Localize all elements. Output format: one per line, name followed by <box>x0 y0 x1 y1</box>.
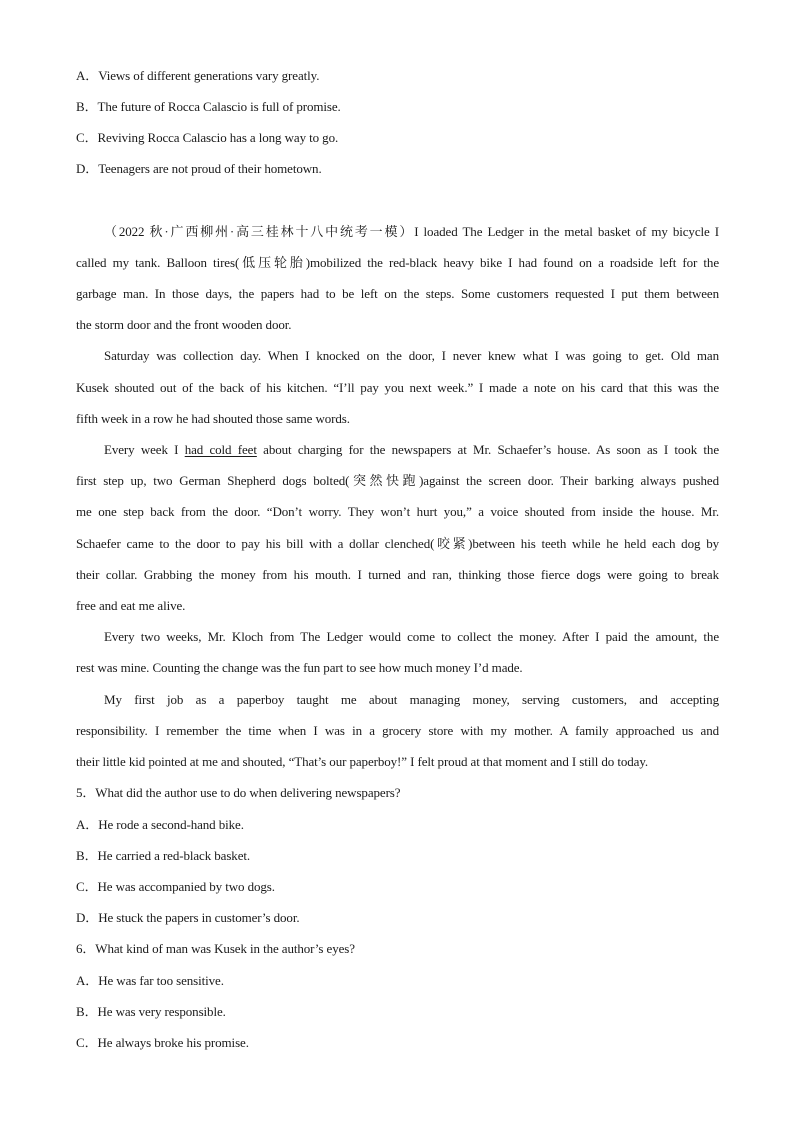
option-text: Views of different generations vary greatly. <box>98 68 320 83</box>
option-b <box>76 98 341 116</box>
option-text: He rode a second-hand bike. <box>98 817 244 832</box>
paragraph-5-line-3: their little kid pointed at me and shouted, “That’s our paperboy!” I felt proud at that moment and I still do today. <box>76 754 649 769</box>
underlined-phrase: had cold feet <box>184 442 257 457</box>
paragraph-3-line-3: me one step back from the door. “Don’t worry. They won’t hurt you,” a voice shouted from inside the house. Mr. <box>76 504 719 519</box>
paragraph-3-line-5: their collar. Grabbing the money from his mouth. I turned and ran, thinking those fierce dogs were going to break <box>76 567 719 582</box>
passage-text: about charging for the newspapers at Mr. Schaefer’s house. As soon as I took the <box>256 442 719 457</box>
paragraph-2-line-1: Saturday was collection day. When I knocked on the door, I never knew what I was going to get. Old man <box>104 348 719 363</box>
option-letter: B． <box>76 1004 98 1019</box>
option-letter: C． <box>76 879 98 894</box>
option-a <box>76 67 319 85</box>
option-c <box>76 129 338 147</box>
option-c <box>76 878 275 896</box>
option-a <box>76 816 244 834</box>
paragraph-1-line-1 <box>104 223 719 241</box>
option-letter: C． <box>76 130 98 145</box>
paragraph-1-line-4: the storm door and the front wooden door. <box>76 317 292 332</box>
paragraph-3-line-1 <box>104 441 719 459</box>
paragraph-2-line-3: fifth week in a row he had shouted those same words. <box>76 411 350 426</box>
option-letter: C． <box>76 1035 98 1050</box>
option-text: The future of Rocca Calascio is full of promise. <box>97 99 341 114</box>
option-c <box>76 1034 249 1052</box>
option-text: He was very responsible. <box>97 1004 226 1019</box>
option-b <box>76 1003 226 1021</box>
passage-text: Every week I <box>104 442 185 457</box>
option-letter: B． <box>76 848 98 863</box>
option-text: He was accompanied by two dogs. <box>97 879 275 894</box>
paragraph-3-line-6: free and eat me alive. <box>76 598 186 613</box>
option-letter: B． <box>76 99 98 114</box>
option-text: He stuck the papers in customer’s door. <box>98 910 300 925</box>
option-a <box>76 972 224 990</box>
option-letter: A． <box>76 68 99 83</box>
paragraph-5-line-2: responsibility. I remember the time when I was in a grocery store with my mother. A family approached us and <box>76 723 719 738</box>
question-stem: 5．What did the author use to do when delivering newspapers? <box>76 785 401 800</box>
paragraph-4-line-2: rest was mine. Counting the change was the fun part to see how much money I’d made. <box>76 660 523 675</box>
passage-text: I loaded The Ledger in the metal basket of my bicycle I <box>414 224 719 239</box>
option-d <box>76 909 300 927</box>
paragraph-1-line-3: garbage man. In those days, the papers had to be left on the steps. Some customers requested I put them between <box>76 286 719 301</box>
option-letter: A． <box>76 817 99 832</box>
paragraph-5-line-1: My first job as a paperboy taught me about managing money, serving customers, and accepting <box>104 692 719 707</box>
paragraph-1-line-2: called my tank. Balloon tires(低压轮胎)mobilized the red-black heavy bike I had found on a roadside left for the <box>76 255 719 270</box>
option-text: He was far too sensitive. <box>98 973 224 988</box>
option-text: Reviving Rocca Calascio has a long way to go. <box>97 130 339 145</box>
source-label: （2022 秋·广西柳州·高三桂林十八中统考一模） <box>104 224 415 239</box>
paragraph-4-line-1: Every two weeks, Mr. Kloch from The Ledger would come to collect the money. After I paid the amount, the <box>104 629 719 644</box>
option-text: He carried a red-black basket. <box>97 848 251 863</box>
option-d <box>76 160 322 178</box>
paragraph-3-line-4: Schaefer came to the door to pay his bill with a dollar clenched(咬紧)between his teeth while he held each dog by <box>76 536 719 551</box>
option-letter: D． <box>76 910 99 925</box>
option-b <box>76 847 250 865</box>
paragraph-2-line-2: Kusek shouted out of the back of his kitchen. “I’ll pay you next week.” I made a note on his card that this was the <box>76 380 719 395</box>
paragraph-3-line-2: first step up, two German Shepherd dogs bolted(突然快跑)against the screen door. Their barking always pushed <box>76 473 719 488</box>
option-text: Teenagers are not proud of their hometown. <box>98 161 322 176</box>
option-letter: D． <box>76 161 99 176</box>
option-text: He always broke his promise. <box>97 1035 249 1050</box>
option-letter: A． <box>76 973 99 988</box>
question-stem: 6．What kind of man was Kusek in the author’s eyes? <box>76 941 355 956</box>
